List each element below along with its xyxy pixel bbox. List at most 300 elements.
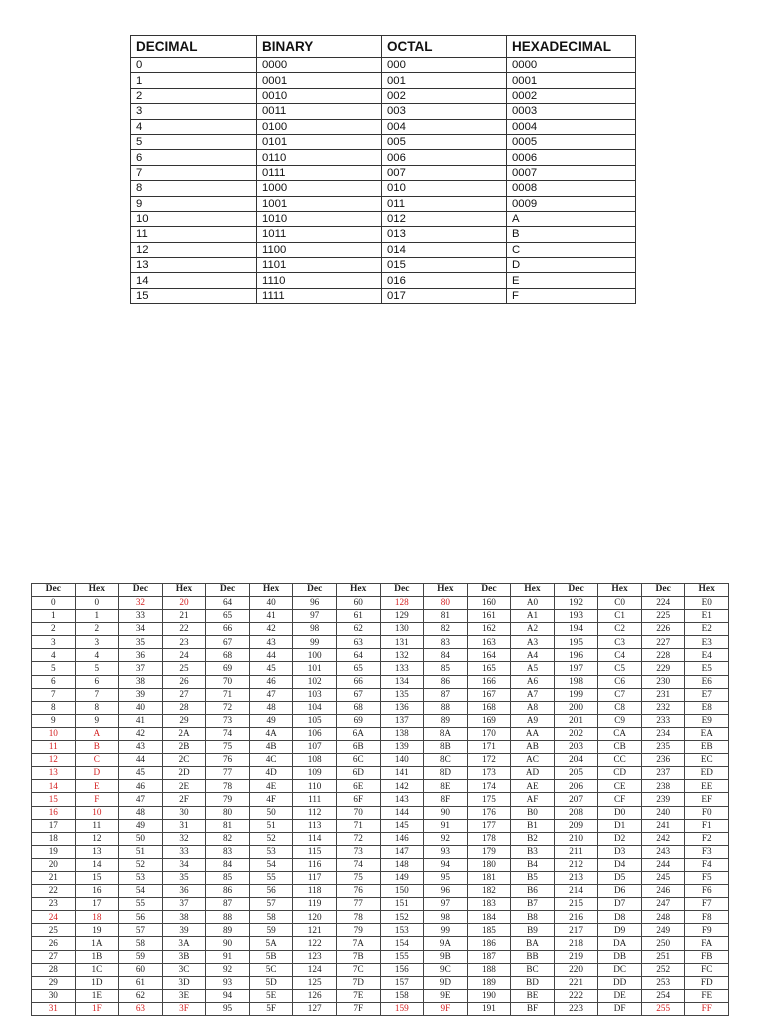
cell-dec: 49 <box>119 819 163 832</box>
cell-dec: 110 <box>293 780 337 793</box>
cell-dec: 195 <box>554 636 598 649</box>
column-header-dec: Dec <box>32 584 76 597</box>
cell-dec: 135 <box>380 688 424 701</box>
cell-hex: C5 <box>598 662 642 675</box>
table-row <box>32 793 729 806</box>
decimal-binary-octal-hex-table <box>130 35 636 304</box>
cell-hex: A <box>75 727 119 740</box>
cell-hex: D <box>75 767 119 780</box>
cell-dec: 126 <box>293 989 337 1002</box>
cell-binary: 0100 <box>257 119 382 134</box>
cell-dec: 120 <box>293 911 337 924</box>
cell-hex: 81 <box>424 610 468 623</box>
cell-hex: 2D <box>162 767 206 780</box>
cell-hex: AF <box>511 793 555 806</box>
cell-hex: B3 <box>511 845 555 858</box>
cell-dec: 10 <box>32 727 76 740</box>
cell-dec: 209 <box>554 819 598 832</box>
cell-hex: 44 <box>249 649 293 662</box>
cell-binary: 0001 <box>257 73 382 88</box>
cell-hex: 7F <box>336 1002 380 1015</box>
cell-dec: 97 <box>293 610 337 623</box>
cell-decimal: 6 <box>131 150 257 165</box>
cell-hex: 5E <box>249 989 293 1002</box>
cell-hex: ED <box>685 767 729 780</box>
cell-binary: 1111 <box>257 288 382 303</box>
cell-dec: 177 <box>467 819 511 832</box>
cell-dec: 109 <box>293 767 337 780</box>
column-header-hex: Hex <box>511 584 555 597</box>
table-row <box>32 989 729 1002</box>
cell-hex: 8C <box>424 754 468 767</box>
cell-hex: 2F <box>162 793 206 806</box>
cell-dec: 149 <box>380 871 424 884</box>
cell-dec: 123 <box>293 950 337 963</box>
cell-hex: C4 <box>598 649 642 662</box>
cell-binary: 1010 <box>257 211 382 226</box>
cell-hex: 8E <box>424 780 468 793</box>
cell-hex: BD <box>511 976 555 989</box>
cell-dec: 148 <box>380 858 424 871</box>
table-row <box>131 242 636 257</box>
cell-hex: 6E <box>336 780 380 793</box>
cell-hex: BE <box>511 989 555 1002</box>
cell-dec: 240 <box>641 806 685 819</box>
column-header-hex: Hex <box>598 584 642 597</box>
cell-hex: B5 <box>511 871 555 884</box>
cell-hex: 74 <box>336 858 380 871</box>
cell-hex: DE <box>598 989 642 1002</box>
cell-hex: 30 <box>162 806 206 819</box>
table-row <box>131 150 636 165</box>
cell-octal: 017 <box>382 288 507 303</box>
table-row <box>32 937 729 950</box>
cell-hex: A2 <box>511 623 555 636</box>
cell-hex: 7B <box>336 950 380 963</box>
column-header-hex: Hex <box>75 584 119 597</box>
cell-hex: E0 <box>685 597 729 610</box>
cell-hex: B1 <box>511 819 555 832</box>
cell-decimal: 13 <box>131 258 257 273</box>
cell-hex: 5A <box>249 937 293 950</box>
cell-hex: 3D <box>162 976 206 989</box>
cell-hexadecimal: B <box>507 227 636 242</box>
cell-dec: 223 <box>554 1002 598 1015</box>
cell-hex: D7 <box>598 898 642 911</box>
cell-hex: A4 <box>511 649 555 662</box>
cell-octal: 015 <box>382 258 507 273</box>
cell-dec: 161 <box>467 610 511 623</box>
cell-dec: 24 <box>32 911 76 924</box>
cell-hex: 61 <box>336 610 380 623</box>
cell-hex: 7 <box>75 688 119 701</box>
cell-dec: 208 <box>554 806 598 819</box>
cell-dec: 116 <box>293 858 337 871</box>
cell-hex: 72 <box>336 832 380 845</box>
cell-hexadecimal: 0000 <box>507 58 636 73</box>
column-header-hex: Hex <box>162 584 206 597</box>
cell-dec: 1 <box>32 610 76 623</box>
cell-dec: 180 <box>467 858 511 871</box>
cell-dec: 252 <box>641 963 685 976</box>
table-row <box>131 196 636 211</box>
cell-hex: 5C <box>249 963 293 976</box>
cell-decimal: 4 <box>131 119 257 134</box>
cell-hex: 26 <box>162 675 206 688</box>
cell-hex: 38 <box>162 911 206 924</box>
cell-hex: FC <box>685 963 729 976</box>
cell-dec: 63 <box>119 1002 163 1015</box>
cell-hex: 6D <box>336 767 380 780</box>
cell-dec: 194 <box>554 623 598 636</box>
cell-dec: 224 <box>641 597 685 610</box>
cell-dec: 250 <box>641 937 685 950</box>
cell-dec: 171 <box>467 741 511 754</box>
cell-dec: 102 <box>293 675 337 688</box>
cell-hex: 45 <box>249 662 293 675</box>
cell-hex: 99 <box>424 924 468 937</box>
cell-dec: 90 <box>206 937 250 950</box>
cell-hexadecimal: E <box>507 273 636 288</box>
cell-dec: 16 <box>32 806 76 819</box>
table-row <box>32 950 729 963</box>
cell-octal: 007 <box>382 165 507 180</box>
cell-hex: F9 <box>685 924 729 937</box>
cell-dec: 73 <box>206 714 250 727</box>
cell-hex: 50 <box>249 806 293 819</box>
cell-decimal: 5 <box>131 134 257 149</box>
cell-dec: 95 <box>206 1002 250 1015</box>
cell-hex: 20 <box>162 597 206 610</box>
cell-dec: 25 <box>32 924 76 937</box>
cell-dec: 187 <box>467 950 511 963</box>
cell-dec: 245 <box>641 871 685 884</box>
cell-octal: 012 <box>382 211 507 226</box>
cell-dec: 207 <box>554 793 598 806</box>
cell-dec: 198 <box>554 675 598 688</box>
cell-dec: 230 <box>641 675 685 688</box>
cell-dec: 131 <box>380 636 424 649</box>
cell-hex: D2 <box>598 832 642 845</box>
cell-hex: 55 <box>249 871 293 884</box>
table-row <box>32 819 729 832</box>
cell-dec: 251 <box>641 950 685 963</box>
cell-hex: A1 <box>511 610 555 623</box>
cell-hex: DA <box>598 937 642 950</box>
cell-hex: F1 <box>685 819 729 832</box>
cell-hex: AB <box>511 741 555 754</box>
cell-hex: 3E <box>162 989 206 1002</box>
cell-hex: FE <box>685 989 729 1002</box>
cell-dec: 167 <box>467 688 511 701</box>
cell-hex: 19 <box>75 924 119 937</box>
cell-hex: 4B <box>249 741 293 754</box>
cell-hexadecimal: 0009 <box>507 196 636 211</box>
cell-octal: 016 <box>382 273 507 288</box>
cell-dec: 176 <box>467 806 511 819</box>
cell-hex: BC <box>511 963 555 976</box>
cell-hex: 51 <box>249 819 293 832</box>
cell-hex: 4 <box>75 649 119 662</box>
cell-dec: 159 <box>380 1002 424 1015</box>
cell-dec: 253 <box>641 976 685 989</box>
cell-dec: 236 <box>641 754 685 767</box>
cell-dec: 45 <box>119 767 163 780</box>
cell-dec: 169 <box>467 714 511 727</box>
cell-dec: 190 <box>467 989 511 1002</box>
cell-hex: E8 <box>685 701 729 714</box>
cell-dec: 217 <box>554 924 598 937</box>
cell-dec: 33 <box>119 610 163 623</box>
cell-dec: 111 <box>293 793 337 806</box>
cell-dec: 178 <box>467 832 511 845</box>
cell-hex: 2 <box>75 623 119 636</box>
cell-hex: 4C <box>249 754 293 767</box>
cell-dec: 101 <box>293 662 337 675</box>
cell-hex: 35 <box>162 871 206 884</box>
cell-dec: 212 <box>554 858 598 871</box>
cell-hex: 27 <box>162 688 206 701</box>
cell-hexadecimal: C <box>507 242 636 257</box>
cell-octal: 000 <box>382 58 507 73</box>
cell-dec: 32 <box>119 597 163 610</box>
cell-hex: DD <box>598 976 642 989</box>
cell-hex: 93 <box>424 845 468 858</box>
cell-dec: 154 <box>380 937 424 950</box>
dec-hex-reference-table-container <box>31 583 729 1016</box>
cell-hex: C1 <box>598 610 642 623</box>
cell-hex: 70 <box>336 806 380 819</box>
cell-dec: 150 <box>380 885 424 898</box>
cell-hex: 76 <box>336 885 380 898</box>
cell-hexadecimal: D <box>507 258 636 273</box>
cell-hexadecimal: 0007 <box>507 165 636 180</box>
cell-dec: 138 <box>380 727 424 740</box>
table-header-row <box>131 36 636 58</box>
cell-dec: 9 <box>32 714 76 727</box>
dec-hex-reference-table <box>31 583 729 1016</box>
cell-dec: 87 <box>206 898 250 911</box>
cell-dec: 156 <box>380 963 424 976</box>
cell-dec: 99 <box>293 636 337 649</box>
table-row <box>131 73 636 88</box>
cell-octal: 003 <box>382 104 507 119</box>
cell-dec: 203 <box>554 741 598 754</box>
cell-dec: 229 <box>641 662 685 675</box>
cell-hex: C7 <box>598 688 642 701</box>
cell-hex: 91 <box>424 819 468 832</box>
cell-dec: 128 <box>380 597 424 610</box>
cell-hex: 10 <box>75 806 119 819</box>
cell-dec: 254 <box>641 989 685 1002</box>
cell-dec: 157 <box>380 976 424 989</box>
cell-dec: 31 <box>32 1002 76 1015</box>
cell-hex: 4A <box>249 727 293 740</box>
cell-dec: 183 <box>467 898 511 911</box>
cell-dec: 172 <box>467 754 511 767</box>
cell-hex: 1B <box>75 950 119 963</box>
cell-dec: 189 <box>467 976 511 989</box>
cell-dec: 38 <box>119 675 163 688</box>
cell-hex: E6 <box>685 675 729 688</box>
cell-hex: 7E <box>336 989 380 1002</box>
cell-hex: B0 <box>511 806 555 819</box>
cell-hex: C2 <box>598 623 642 636</box>
cell-hex: 3F <box>162 1002 206 1015</box>
cell-binary: 1001 <box>257 196 382 211</box>
cell-hexadecimal: 0008 <box>507 181 636 196</box>
cell-dec: 175 <box>467 793 511 806</box>
cell-dec: 241 <box>641 819 685 832</box>
cell-dec: 72 <box>206 701 250 714</box>
cell-hex: 32 <box>162 832 206 845</box>
table-row <box>32 858 729 871</box>
cell-octal: 004 <box>382 119 507 134</box>
cell-dec: 173 <box>467 767 511 780</box>
column-header-dec: Dec <box>206 584 250 597</box>
cell-dec: 70 <box>206 675 250 688</box>
cell-hex: DF <box>598 1002 642 1015</box>
column-header-hex: Hex <box>336 584 380 597</box>
cell-hex: D5 <box>598 871 642 884</box>
cell-dec: 17 <box>32 819 76 832</box>
cell-dec: 78 <box>206 780 250 793</box>
cell-dec: 235 <box>641 741 685 754</box>
cell-dec: 61 <box>119 976 163 989</box>
cell-hex: 97 <box>424 898 468 911</box>
cell-hex: 88 <box>424 701 468 714</box>
cell-hex: 12 <box>75 832 119 845</box>
cell-dec: 145 <box>380 819 424 832</box>
cell-dec: 58 <box>119 937 163 950</box>
cell-hex: 60 <box>336 597 380 610</box>
cell-dec: 75 <box>206 741 250 754</box>
cell-dec: 204 <box>554 754 598 767</box>
cell-dec: 92 <box>206 963 250 976</box>
cell-dec: 185 <box>467 924 511 937</box>
cell-hex: B9 <box>511 924 555 937</box>
cell-dec: 42 <box>119 727 163 740</box>
cell-decimal: 14 <box>131 273 257 288</box>
cell-hex: 63 <box>336 636 380 649</box>
column-header-hex: Hex <box>249 584 293 597</box>
cell-dec: 142 <box>380 780 424 793</box>
cell-hex: D6 <box>598 885 642 898</box>
cell-hex: 6F <box>336 793 380 806</box>
cell-dec: 13 <box>32 767 76 780</box>
cell-hex: 90 <box>424 806 468 819</box>
column-header-dec: Dec <box>641 584 685 597</box>
cell-dec: 200 <box>554 701 598 714</box>
cell-hex: 9B <box>424 950 468 963</box>
cell-hex: 2A <box>162 727 206 740</box>
cell-dec: 82 <box>206 832 250 845</box>
cell-dec: 147 <box>380 845 424 858</box>
cell-hex: 48 <box>249 701 293 714</box>
cell-hex: C6 <box>598 675 642 688</box>
cell-dec: 202 <box>554 727 598 740</box>
cell-hex: 59 <box>249 924 293 937</box>
cell-hex: 1A <box>75 937 119 950</box>
cell-dec: 163 <box>467 636 511 649</box>
cell-binary: 0101 <box>257 134 382 149</box>
cell-dec: 54 <box>119 885 163 898</box>
cell-hex: 3B <box>162 950 206 963</box>
cell-dec: 96 <box>293 597 337 610</box>
cell-dec: 29 <box>32 976 76 989</box>
cell-hex: 54 <box>249 858 293 871</box>
table-body <box>32 597 729 1016</box>
cell-hex: AA <box>511 727 555 740</box>
cell-dec: 247 <box>641 898 685 911</box>
cell-hex: D4 <box>598 858 642 871</box>
cell-dec: 143 <box>380 793 424 806</box>
cell-hex: 98 <box>424 911 468 924</box>
cell-hex: CB <box>598 741 642 754</box>
cell-dec: 103 <box>293 688 337 701</box>
table-row <box>131 165 636 180</box>
table-row <box>32 911 729 924</box>
cell-hex: 6A <box>336 727 380 740</box>
cell-dec: 56 <box>119 911 163 924</box>
cell-hex: 62 <box>336 623 380 636</box>
cell-hex: 4D <box>249 767 293 780</box>
cell-dec: 20 <box>32 858 76 871</box>
cell-hex: 11 <box>75 819 119 832</box>
cell-dec: 3 <box>32 636 76 649</box>
cell-hex: 29 <box>162 714 206 727</box>
cell-dec: 36 <box>119 649 163 662</box>
cell-binary: 0000 <box>257 58 382 73</box>
column-header-dec: Dec <box>293 584 337 597</box>
cell-dec: 160 <box>467 597 511 610</box>
cell-dec: 246 <box>641 885 685 898</box>
cell-dec: 4 <box>32 649 76 662</box>
cell-dec: 222 <box>554 989 598 1002</box>
cell-dec: 51 <box>119 845 163 858</box>
table-row <box>32 623 729 636</box>
cell-octal: 010 <box>382 181 507 196</box>
cell-dec: 132 <box>380 649 424 662</box>
cell-hexadecimal: 0005 <box>507 134 636 149</box>
cell-hex: F7 <box>685 898 729 911</box>
cell-hex: C <box>75 754 119 767</box>
cell-hex: 4F <box>249 793 293 806</box>
cell-hex: 92 <box>424 832 468 845</box>
table-body <box>131 58 636 304</box>
cell-hex: A9 <box>511 714 555 727</box>
table-row <box>32 741 729 754</box>
cell-dec: 205 <box>554 767 598 780</box>
cell-hex: AE <box>511 780 555 793</box>
cell-dec: 57 <box>119 924 163 937</box>
column-header-hex: Hex <box>685 584 729 597</box>
cell-dec: 14 <box>32 780 76 793</box>
cell-hex: CF <box>598 793 642 806</box>
cell-hex: A3 <box>511 636 555 649</box>
cell-dec: 108 <box>293 754 337 767</box>
cell-hex: 5D <box>249 976 293 989</box>
cell-hex: 78 <box>336 911 380 924</box>
cell-hex: C9 <box>598 714 642 727</box>
cell-dec: 112 <box>293 806 337 819</box>
cell-dec: 191 <box>467 1002 511 1015</box>
table-row <box>32 832 729 845</box>
cell-binary: 1110 <box>257 273 382 288</box>
cell-dec: 165 <box>467 662 511 675</box>
cell-dec: 122 <box>293 937 337 950</box>
cell-hex: 82 <box>424 623 468 636</box>
